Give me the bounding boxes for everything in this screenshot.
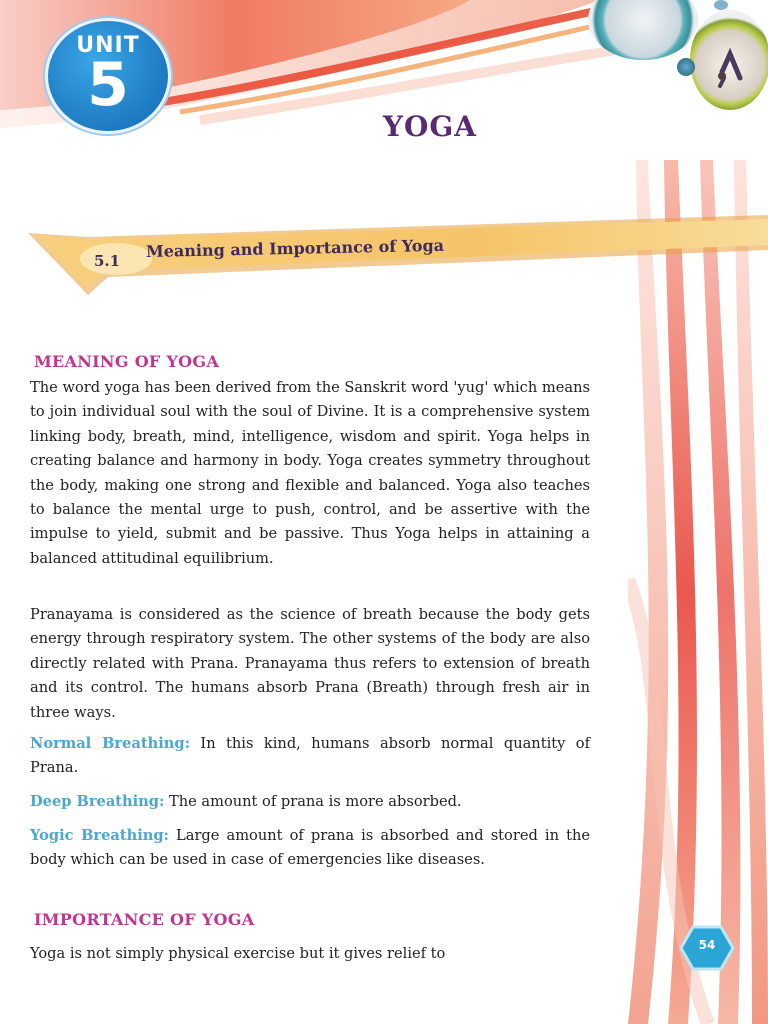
normal-breathing-paragraph xyxy=(30,732,590,781)
unit-label: UNIT xyxy=(76,33,140,58)
meaning-paragraph-1: The word yoga has been derived from the Sanskrit word 'yug' which means to join individual soul with the soul of Divine. It is a comprehensive system linking body, breath, mind, intelligence, wisdom and spirit. Yoga helps in creating balance and harmony in body. Yoga creates symmetry throughout the body, making one strong and flexible and balanced. Yoga also teaches to balance the mental urge to push, control, and be assertive with the impulse to yield, submit and be passive. Thus Yoga helps in attaining a balanced attitudinal equilibrium. xyxy=(30,379,590,567)
importance-paragraph-1: Yoga is not simply physical exercise but it gives relief to xyxy=(30,945,446,962)
yogic-breathing-paragraph xyxy=(30,824,590,873)
yogic-breathing-term: Yogic Breathing: xyxy=(30,827,169,844)
normal-breathing-term: Normal Breathing: xyxy=(30,735,190,752)
section-banner xyxy=(28,215,768,310)
decorative-dot-small xyxy=(714,0,728,10)
yogic-breathing-text: Large amount of prana is absorbed and stored in the body which can be used in case of emergencies like diseases. xyxy=(30,827,590,869)
section-title: Meaning and Importance of Yoga xyxy=(145,235,445,261)
yoga-photo-circle-2 xyxy=(690,10,768,110)
deep-breathing-term: Deep Breathing: xyxy=(30,793,165,810)
importance-heading: IMPORTANCE OF YOGA xyxy=(34,910,255,929)
deep-breathing-paragraph xyxy=(30,790,590,814)
meaning-heading: MEANING OF YOGA xyxy=(34,352,220,371)
normal-breathing-text: In this kind, humans absorb normal quantity of Prana. xyxy=(30,735,590,777)
unit-number: 5 xyxy=(87,50,129,120)
page-title: YOGA xyxy=(383,110,478,143)
page-number: 54 xyxy=(698,938,716,952)
meaning-paragraph-2: Pranayama is considered as the science of breath because the body gets energy through respiratory system. The other systems of the body are also directly related with Prana. Pranayama thus refers to extension of breath and its control. The humans absorb Prana (Breath) through fresh air in three ways. xyxy=(30,606,590,721)
unit-badge xyxy=(45,18,171,134)
decorative-dot xyxy=(677,58,695,76)
deep-breathing-text: The amount of prana is more absorbed. xyxy=(164,793,462,810)
yoga-pose-figure-icon xyxy=(712,48,748,88)
section-number: 5.1 xyxy=(94,252,121,270)
